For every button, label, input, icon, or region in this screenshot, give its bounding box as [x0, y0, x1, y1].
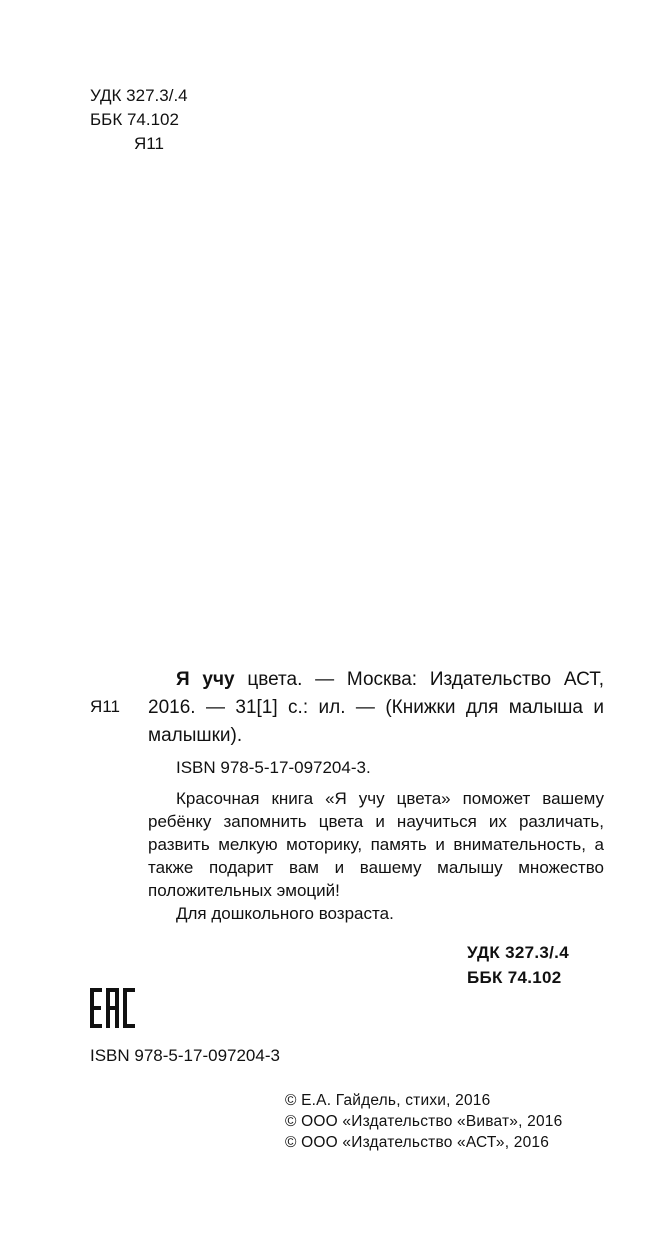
bbk-code-bold: ББК 74.102 [467, 968, 562, 987]
isbn-record: ISBN 978-5-17-097204-3. [176, 758, 371, 777]
copyright-line: © ООО «Издательство «Виват», 2016 [285, 1113, 563, 1130]
age-note: Для дошкольного возраста. [176, 904, 394, 923]
copyright-line: © Е.А. Гайдель, стихи, 2016 [285, 1092, 491, 1109]
bibliographic-rest: цвета. — Москва: Издательство АСТ, 2016. — 31[1] с.: ил. — (Книжки для малыша и малышки). [148, 669, 604, 746]
book-title: Я учу [176, 669, 235, 690]
bibliographic-record [148, 666, 604, 782]
author-code: Я11 [134, 134, 164, 153]
udk-code-bold: УДК 327.3/.4 [467, 943, 569, 962]
udk-code: УДК 327.3/.4 [90, 86, 188, 105]
bbk-code: ББК 74.102 [90, 110, 179, 129]
catalog-header [90, 84, 188, 156]
annotation [148, 787, 604, 925]
copyright-block [285, 1090, 562, 1153]
annotation-text: Красочная книга «Я учу цвета» поможет вашему ребёнку запомнить цвета и научиться их различать, развить мелкую моторику, память и внимательность, а также подарит вам и вашему малышу множество положительных эмоций! [148, 789, 604, 900]
eac-certification-icon [90, 988, 135, 1028]
classification-codes [467, 940, 569, 990]
eac-logo-icon [90, 988, 135, 1028]
bibliographic-description [148, 666, 604, 750]
author-code-side: Я11 [90, 697, 120, 716]
isbn-bottom: ISBN 978-5-17-097204-3 [90, 1046, 280, 1065]
copyright-line: © ООО «Издательство «АСТ», 2016 [285, 1134, 550, 1151]
